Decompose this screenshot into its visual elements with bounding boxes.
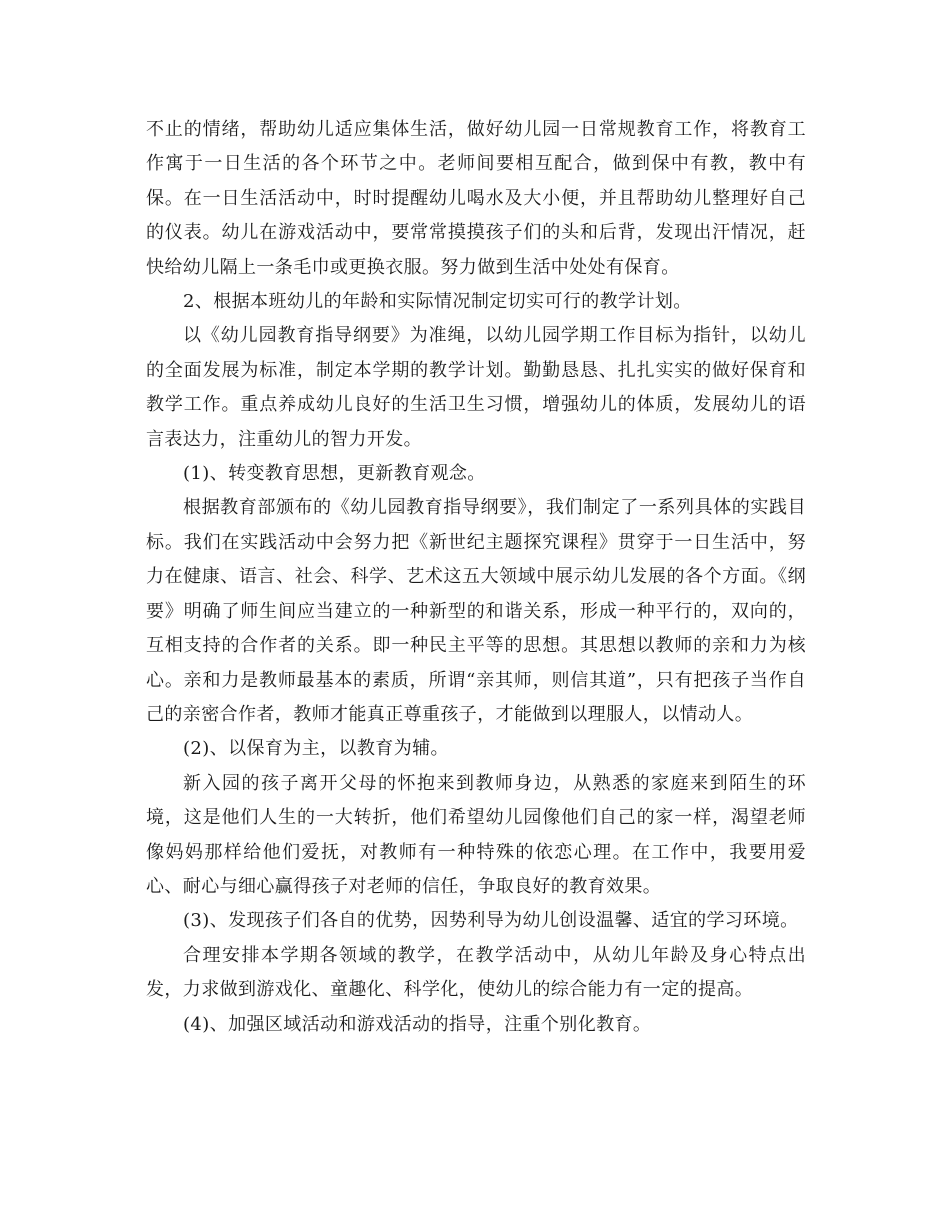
paragraph-subheading-3: (3)、发现孩子们各自的优势，因势利导为幼儿创设温馨、适宜的学习环境。: [183, 910, 799, 932]
document-body: [146, 113, 806, 1042]
paragraph: 新入园的孩子离开父母的怀抱来到教师身边，从熟悉的家庭来到陌生的环境，这是他们人生的一大转折，他们希望幼儿园像他们自己的家一样，渴望老师像妈妈那样给他们爱抚，对教师有一种特殊的依恋心理。在工作中，我要用爱心、耐心与细心赢得孩子对老师的信任，争取良好的教育效果。: [146, 772, 806, 897]
paragraph-subheading-1: (1)、转变教育思想，更新教育观念。: [183, 463, 486, 485]
paragraph: 以《幼儿园教育指导纲要》为准绳，以幼儿园学期工作目标为指针，以幼儿的全面发展为标准，制定本学期的教学计划。勤勤恳恳、扎扎实实的做好保育和教学工作。重点养成幼儿良好的生活卫生习惯，增强幼儿的体质，发展幼儿的语言表达力，注重幼儿的智力开发。: [146, 325, 806, 450]
paragraph: 根据教育部颁布的《幼儿园教育指导纲要》，我们制定了一系列具体的实践目标。我们在实践活动中会努力把《新世纪主题探究课程》贯穿于一日生活中，努力在健康、语言、社会、科学、艺术这五大领域中展示幼儿发展的各个方面。《纲要》明确了师生间应当建立的一种新型的和谐关系，形成一种平行的，双向的，互相支持的合作者的关系。即一种民主平等的思想。其思想以教师的亲和力为核心。亲和力是教师最基本的素质，所谓“亲其师，则信其道”，只有把孩子当作自己的亲密合作者，教师才能真正尊重孩子，才能做到以理服人，以情动人。: [146, 497, 806, 725]
paragraph-subheading-4: (4)、加强区域活动和游戏活动的指导，注重个别化教育。: [183, 1013, 652, 1035]
paragraph-continuation: 不止的情绪，帮助幼儿适应集体生活，做好幼儿园一日常规教育工作，将教育工作寓于一日生活的各个环节之中。老师间要相互配合，做到保中有教，教中有保。在一日生活活动中，时时提醒幼儿喝水及大小便，并且帮助幼儿整理好自己的仪表。幼儿在游戏活动中，要常常摸摸孩子们的头和后背，发现出汗情况，赶快给幼儿隔上一条毛巾或更换衣服。努力做到生活中处处有保育。: [146, 119, 806, 278]
paragraph-heading-2: 2、根据本班幼儿的年龄和实际情况制定切实可行的教学计划。: [183, 291, 692, 313]
paragraph: 合理安排本学期各领域的教学，在教学活动中，从幼儿年龄及身心特点出发，力求做到游戏化、童趣化、科学化，使幼儿的综合能力有一定的提高。: [146, 944, 806, 1001]
paragraph-subheading-2: (2)、以保育为主，以教育为辅。: [183, 738, 449, 760]
